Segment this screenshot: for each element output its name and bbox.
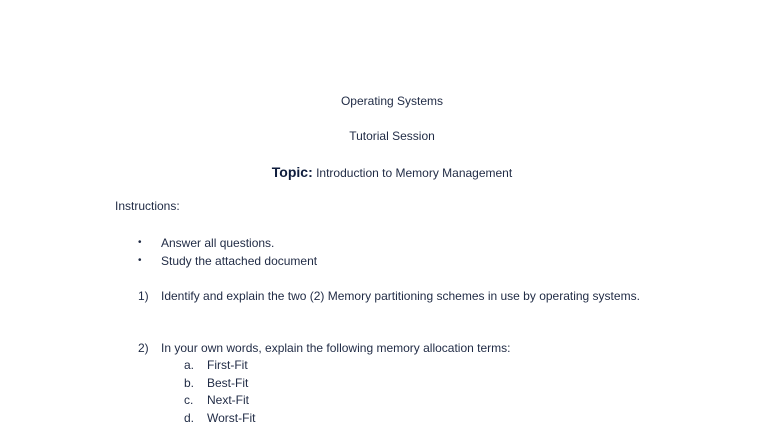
list-item xyxy=(138,252,317,270)
list-item xyxy=(184,410,669,428)
list-item xyxy=(184,375,669,393)
document-title: Operating Systems xyxy=(340,94,444,108)
item-text: First-Fit xyxy=(207,358,248,372)
instructions-list xyxy=(138,234,317,270)
item-letter: c. xyxy=(184,393,194,407)
bullet-icon: • xyxy=(138,237,142,248)
item-text: Worst-Fit xyxy=(207,410,256,425)
instruction-text: Answer all questions. xyxy=(161,236,275,250)
instruction-text: Study the attached document xyxy=(161,254,318,268)
bullet-icon: • xyxy=(138,255,142,266)
topic-line xyxy=(0,164,784,180)
document-subtitle: Tutorial Session xyxy=(349,129,435,143)
item-letter: d. xyxy=(184,410,195,425)
item-text: Best-Fit xyxy=(207,375,249,390)
topic-text: Introduction to Memory Management xyxy=(316,166,513,180)
item-letter: b. xyxy=(184,375,195,390)
question-number: 2) xyxy=(138,341,149,355)
question-2 xyxy=(138,339,669,427)
question-number: 1) xyxy=(138,289,149,303)
item-letter: a. xyxy=(184,358,195,372)
question-1 xyxy=(138,287,669,305)
question-text: Identify and explain the two (2) Memory partitioning schemes in use by operating systems. xyxy=(161,289,640,303)
instructions-heading: Instructions: xyxy=(115,199,180,213)
list-item xyxy=(184,392,669,410)
item-text: Next-Fit xyxy=(207,393,249,407)
topic-label: Topic: xyxy=(271,164,313,180)
allocation-terms-list xyxy=(184,357,669,427)
list-item xyxy=(138,234,317,252)
question-text: In your own words, explain the following memory allocation terms: xyxy=(161,341,511,355)
list-item xyxy=(184,357,669,375)
